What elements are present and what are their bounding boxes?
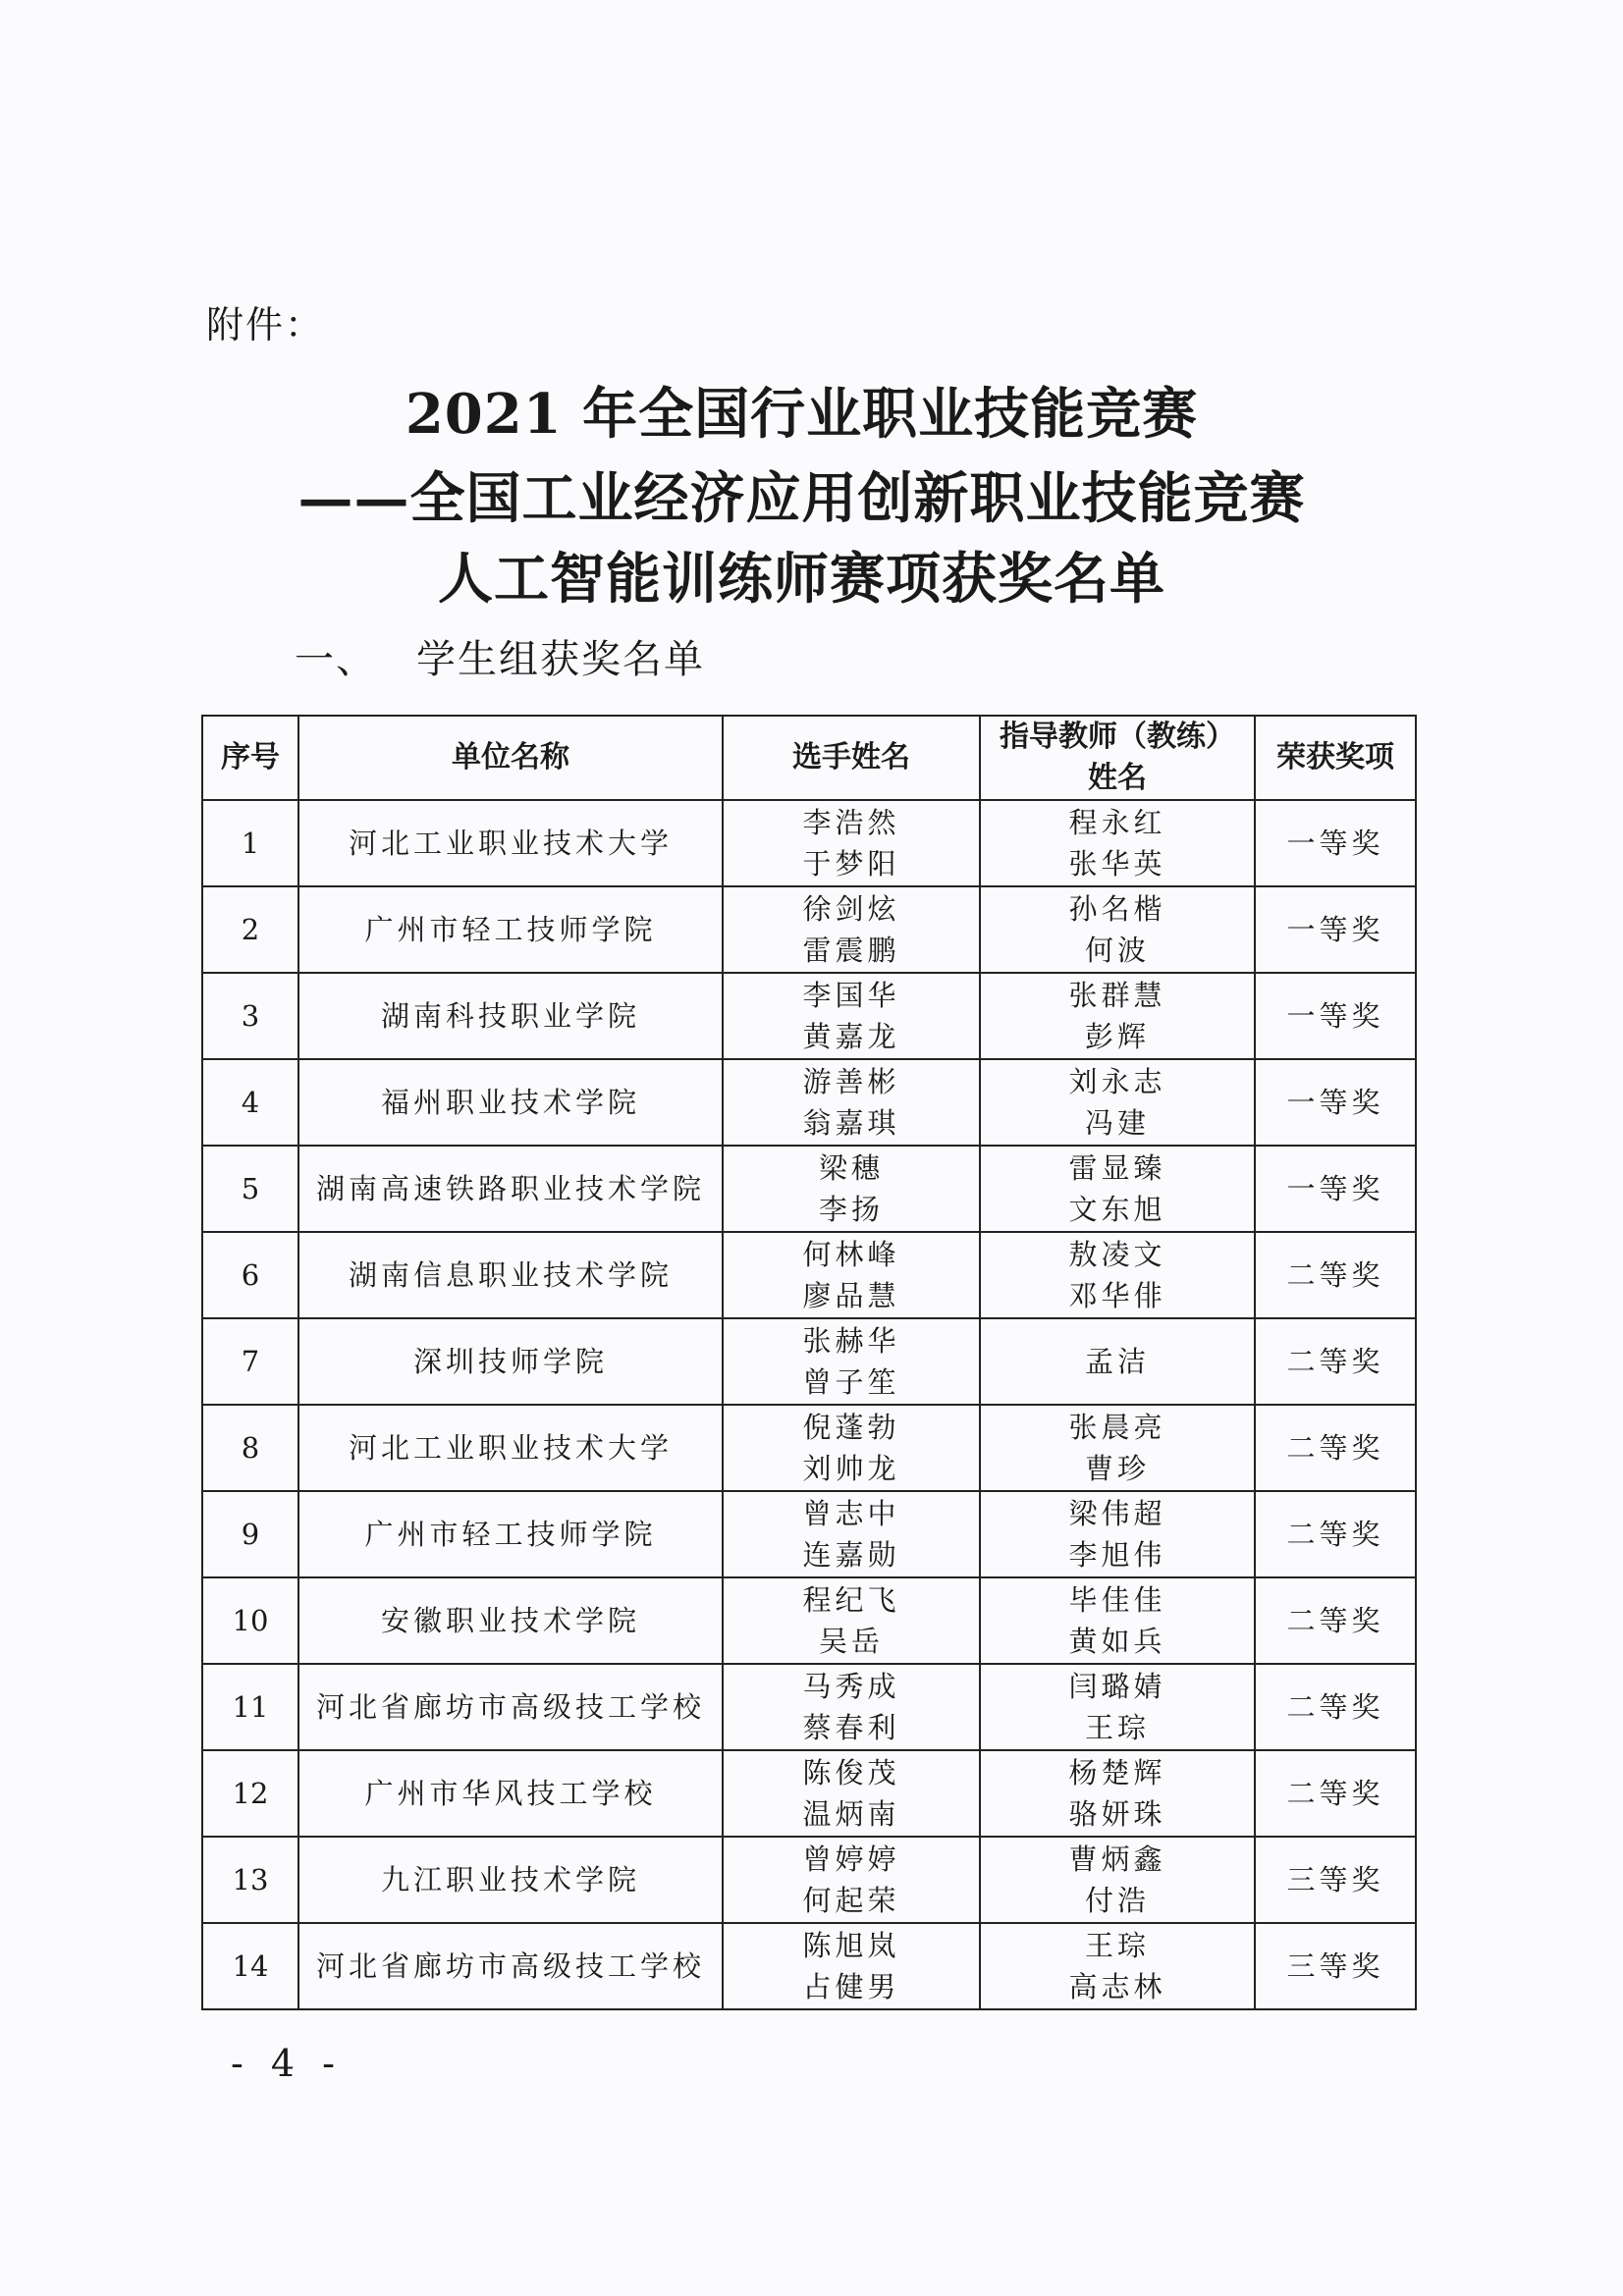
- cell-players: [723, 1232, 980, 1318]
- player-name: 何起荣: [802, 1884, 900, 1917]
- cell-players: [723, 1146, 980, 1232]
- cell-no: 4: [202, 1059, 298, 1146]
- cell-award: 二等奖: [1255, 1577, 1416, 1664]
- teacher-name: 李旭伟: [1068, 1538, 1166, 1572]
- cell-teachers: [980, 1577, 1255, 1664]
- cell-unit: 九江职业技术学院: [298, 1837, 723, 1923]
- cell-players: [723, 1837, 980, 1923]
- table-row: [202, 1318, 1416, 1405]
- cell-no: 8: [202, 1405, 298, 1491]
- cell-no: 3: [202, 973, 298, 1059]
- cell-unit: 湖南科技职业学院: [298, 973, 723, 1059]
- cell-teachers: [980, 1750, 1255, 1837]
- player-name: 李扬: [818, 1193, 884, 1226]
- player-name: 曾婷婷: [802, 1842, 900, 1876]
- player-name: 李浩然: [802, 806, 900, 839]
- table-row: [202, 800, 1416, 886]
- cell-award: 二等奖: [1255, 1750, 1416, 1837]
- player-name: 倪蓬勃: [802, 1411, 900, 1444]
- cell-teachers: [980, 1059, 1255, 1146]
- teacher-name: 文东旭: [1068, 1193, 1166, 1226]
- teacher-name: 骆妍珠: [1068, 1797, 1166, 1831]
- header-teachers-line-1: 指导教师（教练）: [1000, 720, 1235, 754]
- teacher-name: 张群慧: [1068, 979, 1166, 1012]
- cell-no: 11: [202, 1664, 298, 1750]
- cell-award: 三等奖: [1255, 1923, 1416, 2009]
- cell-no: 2: [202, 886, 298, 973]
- table-row: [202, 1923, 1416, 2009]
- header-teachers: [980, 716, 1255, 800]
- cell-teachers: [980, 1923, 1255, 2009]
- teacher-name: 闫璐婧: [1068, 1670, 1166, 1703]
- header-award: 荣获奖项: [1255, 716, 1416, 800]
- cell-no: 7: [202, 1318, 298, 1405]
- title-line-2: ——全国工业经济应用创新职业技能竞赛: [298, 466, 1306, 531]
- table-row: [202, 1750, 1416, 1837]
- player-name: 陈俊茂: [802, 1756, 900, 1789]
- table-row: [202, 886, 1416, 973]
- player-name: 曾志中: [802, 1497, 900, 1530]
- player-name: 徐剑炫: [802, 892, 900, 926]
- teacher-name: 孟洁: [1084, 1345, 1150, 1378]
- table-row: [202, 1232, 1416, 1318]
- cell-players: [723, 1405, 980, 1491]
- teacher-name: 张晨亮: [1068, 1411, 1166, 1444]
- player-name: 梁穗: [818, 1151, 884, 1185]
- cell-teachers: [980, 1146, 1255, 1232]
- player-name: 吴岳: [818, 1625, 884, 1658]
- teacher-name: 毕佳佳: [1068, 1583, 1166, 1617]
- title-line-1: 2021 年全国行业职业技能竞赛: [405, 382, 1199, 447]
- player-name: 黄嘉龙: [802, 1020, 900, 1053]
- teacher-name: 邓华俳: [1068, 1279, 1166, 1312]
- teacher-name: 敖凌文: [1068, 1238, 1166, 1271]
- table-row: [202, 1664, 1416, 1750]
- header-teachers-line-2: 姓名: [1088, 761, 1147, 795]
- player-name: 占健男: [802, 1970, 900, 2003]
- teacher-name: 孙名楷: [1068, 892, 1166, 926]
- cell-award: 一等奖: [1255, 1059, 1416, 1146]
- award-table: [201, 715, 1417, 2010]
- cell-unit: 湖南高速铁路职业技术学院: [298, 1146, 723, 1232]
- cell-teachers: [980, 973, 1255, 1059]
- cell-teachers: [980, 1232, 1255, 1318]
- cell-award: 一等奖: [1255, 1146, 1416, 1232]
- cell-unit: 广州市华风技工学校: [298, 1750, 723, 1837]
- table-row: [202, 1146, 1416, 1232]
- cell-teachers: [980, 1664, 1255, 1750]
- player-name: 马秀成: [802, 1670, 900, 1703]
- cell-no: 9: [202, 1491, 298, 1577]
- attachment-label: 附件：: [206, 303, 325, 347]
- section-number: 一、: [295, 637, 377, 682]
- table-row: [202, 1577, 1416, 1664]
- cell-players: [723, 800, 980, 886]
- cell-unit: 湖南信息职业技术学院: [298, 1232, 723, 1318]
- player-name: 何林峰: [802, 1238, 900, 1271]
- player-name: 刘帅龙: [802, 1452, 900, 1485]
- header-no: 序号: [202, 716, 298, 800]
- teacher-name: 冯建: [1084, 1106, 1150, 1140]
- cell-unit: 河北省廊坊市高级技工学校: [298, 1923, 723, 2009]
- player-name: 陈旭岚: [802, 1929, 900, 1962]
- header-unit: 单位名称: [298, 716, 723, 800]
- cell-teachers: [980, 1318, 1255, 1405]
- teacher-name: 黄如兵: [1068, 1625, 1166, 1658]
- teacher-name: 张华英: [1068, 847, 1166, 881]
- cell-award: 一等奖: [1255, 886, 1416, 973]
- teacher-name: 付浩: [1084, 1884, 1150, 1917]
- cell-unit: 深圳技师学院: [298, 1318, 723, 1405]
- cell-award: 二等奖: [1255, 1405, 1416, 1491]
- player-name: 翁嘉琪: [802, 1106, 900, 1140]
- teacher-name: 刘永志: [1068, 1065, 1166, 1098]
- player-name: 曾子笙: [802, 1365, 900, 1399]
- player-name: 廖品慧: [802, 1279, 900, 1312]
- teacher-name: 程永红: [1068, 806, 1166, 839]
- teacher-name: 何波: [1084, 934, 1150, 967]
- player-name: 程纪飞: [802, 1583, 900, 1617]
- cell-no: 1: [202, 800, 298, 886]
- cell-no: 12: [202, 1750, 298, 1837]
- table-row: [202, 1059, 1416, 1146]
- cell-unit: 广州市轻工技师学院: [298, 1491, 723, 1577]
- cell-players: [723, 1059, 980, 1146]
- teacher-name: 雷显臻: [1068, 1151, 1166, 1185]
- table-header-row: [202, 716, 1416, 800]
- cell-unit: 安徽职业技术学院: [298, 1577, 723, 1664]
- player-name: 蔡春利: [802, 1711, 900, 1744]
- cell-players: [723, 1664, 980, 1750]
- title-line-3: 人工智能训练师赛项获奖名单: [438, 547, 1165, 612]
- cell-no: 5: [202, 1146, 298, 1232]
- cell-players: [723, 886, 980, 973]
- cell-unit: 河北工业职业技术大学: [298, 1405, 723, 1491]
- cell-award: 二等奖: [1255, 1664, 1416, 1750]
- player-name: 温炳南: [802, 1797, 900, 1831]
- cell-award: 一等奖: [1255, 973, 1416, 1059]
- table-row: [202, 1837, 1416, 1923]
- teacher-name: 曹炳鑫: [1068, 1842, 1166, 1876]
- teacher-name: 王琮: [1084, 1711, 1150, 1744]
- player-name: 连嘉勋: [802, 1538, 900, 1572]
- cell-players: [723, 1318, 980, 1405]
- cell-unit: 河北工业职业技术大学: [298, 800, 723, 886]
- cell-unit: 广州市轻工技师学院: [298, 886, 723, 973]
- cell-award: 二等奖: [1255, 1232, 1416, 1318]
- table-row: [202, 1405, 1416, 1491]
- player-name: 李国华: [802, 979, 900, 1012]
- cell-players: [723, 973, 980, 1059]
- cell-teachers: [980, 886, 1255, 973]
- cell-players: [723, 1923, 980, 2009]
- teacher-name: 曹珍: [1084, 1452, 1150, 1485]
- player-name: 于梦阳: [802, 847, 900, 881]
- cell-no: 13: [202, 1837, 298, 1923]
- section-label: 学生组获奖名单: [416, 637, 705, 682]
- table-row: [202, 973, 1416, 1059]
- teacher-name: 彭辉: [1084, 1020, 1150, 1053]
- player-name: 游善彬: [802, 1065, 900, 1098]
- cell-no: 6: [202, 1232, 298, 1318]
- cell-players: [723, 1577, 980, 1664]
- teacher-name: 梁伟超: [1068, 1497, 1166, 1530]
- section-heading: [295, 628, 705, 684]
- cell-award: 三等奖: [1255, 1837, 1416, 1923]
- cell-players: [723, 1491, 980, 1577]
- teacher-name: 杨楚辉: [1068, 1756, 1166, 1789]
- cell-award: 二等奖: [1255, 1491, 1416, 1577]
- page-number: - 4 -: [231, 2042, 344, 2085]
- player-name: 雷震鹏: [802, 934, 900, 967]
- cell-no: 10: [202, 1577, 298, 1664]
- cell-unit: 河北省廊坊市高级技工学校: [298, 1664, 723, 1750]
- player-name: 张赫华: [802, 1324, 900, 1358]
- cell-award: 一等奖: [1255, 800, 1416, 886]
- cell-unit: 福州职业技术学院: [298, 1059, 723, 1146]
- teacher-name: 王琮: [1084, 1929, 1150, 1962]
- cell-teachers: [980, 1837, 1255, 1923]
- header-players: 选手姓名: [723, 716, 980, 800]
- cell-teachers: [980, 1491, 1255, 1577]
- cell-no: 14: [202, 1923, 298, 2009]
- cell-teachers: [980, 1405, 1255, 1491]
- teacher-name: 高志林: [1068, 1970, 1166, 2003]
- cell-players: [723, 1750, 980, 1837]
- cell-award: 二等奖: [1255, 1318, 1416, 1405]
- table-row: [202, 1491, 1416, 1577]
- cell-teachers: [980, 800, 1255, 886]
